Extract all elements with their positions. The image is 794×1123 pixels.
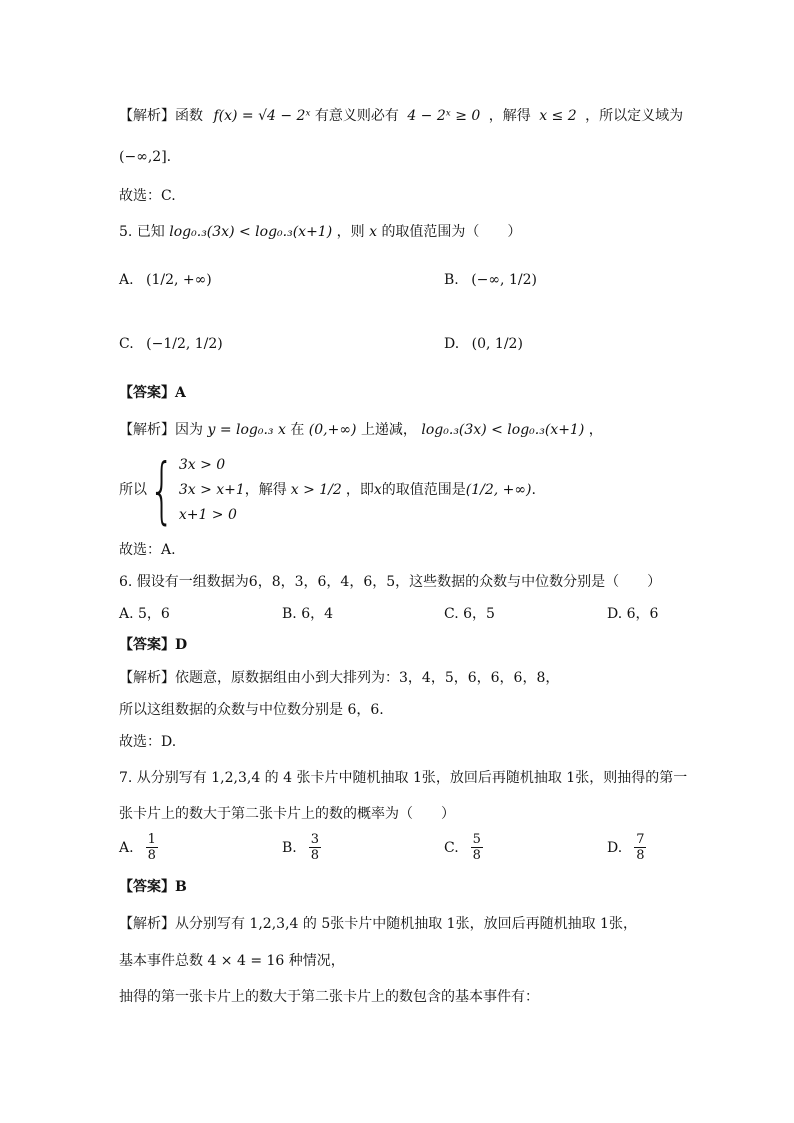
q7-analysis-line2: 基本事件总数 4 × 4 = 16 种情况， — [119, 953, 345, 969]
q5-option-c — [119, 334, 223, 354]
text-segment: ，则 — [336, 224, 365, 240]
numerator: 5 — [472, 832, 481, 847]
interval-expression: (0,+∞) — [308, 422, 357, 438]
fraction — [471, 832, 483, 863]
q6-option-c: C. 6，5 — [444, 606, 495, 622]
text-segment: . — [531, 482, 536, 498]
text-segment: ，所以定义域为 — [585, 108, 684, 124]
q5-option-d — [444, 334, 523, 354]
q5-analysis-line1 — [119, 420, 603, 440]
q6-analysis-line2: 所以这组数据的众数与中位数分别是 6，6. — [119, 702, 384, 718]
q5-stem — [119, 222, 521, 242]
text-segment: ， — [588, 422, 603, 438]
q7-analysis-line3: 抽得的第一张卡片上的数大于第二张卡片上的数包含的基本事件有： — [119, 989, 539, 1005]
text-segment: 的取值范围为（ ） — [381, 224, 522, 240]
q5-option-a — [119, 270, 212, 290]
q5-choice: 故选：A. — [119, 542, 176, 558]
option-label: C. — [444, 839, 459, 856]
q7-stem-line2: 张卡片上的数大于第二张卡片上的数的概率为（ ） — [119, 806, 455, 822]
q4-domain-result: (−∞,2]. — [119, 149, 172, 165]
function-expression: y = log₀.₃ x — [207, 422, 286, 438]
left-brace-icon: { — [149, 448, 175, 532]
option-label: B. — [444, 272, 459, 288]
system-row: x+1 > 0 — [178, 506, 237, 523]
system-row: 3x > x+1 — [178, 481, 245, 498]
fraction — [146, 832, 158, 863]
option-text: (−∞, 1/2) — [471, 272, 537, 288]
fraction — [309, 832, 321, 863]
option-text: (0, 1/2) — [471, 336, 523, 352]
text-segment: 在 — [290, 422, 305, 438]
numerator: 3 — [310, 832, 320, 847]
denominator: 8 — [636, 848, 645, 863]
q7-option-d — [607, 832, 647, 863]
q7-option-a — [119, 832, 159, 863]
analysis-label: 【解析】函数 — [119, 108, 203, 124]
q6-answer: 【答案】D — [119, 637, 188, 653]
denominator: 8 — [310, 848, 320, 863]
range-expression: (1/2, +∞) — [465, 482, 532, 498]
option-text: (1/2, +∞) — [146, 272, 212, 288]
q7-option-b — [282, 832, 322, 863]
condition-expression: 4 − 2ˣ ≥ 0 — [407, 108, 481, 124]
option-text: (−1/2, 1/2) — [146, 336, 223, 352]
question-number: 5. — [119, 224, 133, 240]
q6-option-a: A. 5，6 — [119, 606, 170, 622]
q7-analysis-line1: 【解析】从分别写有 1,2,3,4 的 5张卡片中随机抽取 1张，放回后再随机抽取 1张， — [119, 916, 637, 932]
inequality-system — [179, 453, 245, 528]
variable: x — [373, 482, 382, 498]
function-expression: f(x) = √4 − 2ˣ — [213, 108, 311, 124]
q5-option-b — [444, 270, 537, 290]
q6-option-d: D. 6，6 — [607, 606, 659, 622]
q7-answer: 【答案】B — [119, 879, 187, 895]
system-row: 3x > 0 — [178, 456, 226, 473]
text-segment: 有意义则必有 — [314, 108, 399, 124]
q6-choice: 故选：D. — [119, 734, 177, 750]
q5-answer: 【答案】A — [119, 385, 186, 401]
analysis-label: 【解析】因为 — [119, 422, 203, 438]
q6-analysis-line1: 【解析】依题意，原数据组由小到大排列为：3，4，5，6，6，6，8， — [119, 670, 560, 686]
q6-option-b: B. 6，4 — [282, 606, 334, 622]
text-segment: 所以 — [119, 482, 147, 498]
inequality-expression: log₀.₃(3x) < log₀.₃(x+1) — [169, 224, 333, 240]
q7-stem-line1: 7. 从分别写有 1,2,3,4 的 4 张卡片中随机抽取 1张，放回后再随机抽取 1张，则抽得的第一 — [119, 770, 688, 786]
q7-option-c — [444, 832, 484, 863]
text-segment: 已知 — [136, 224, 165, 240]
fraction — [634, 832, 646, 863]
inequality-expression: log₀.₃(3x) < log₀.₃(x+1) — [421, 422, 585, 438]
option-label: B. — [282, 839, 297, 856]
q5-system-line — [119, 448, 536, 532]
text-segment: 上递减， — [360, 422, 417, 438]
option-label: D. — [444, 336, 460, 352]
option-label: D. — [607, 839, 623, 856]
solution-expression: x > 1/2 — [290, 482, 342, 498]
solution-expression: x ≤ 2 — [539, 108, 577, 124]
denominator: 8 — [147, 848, 156, 863]
text-segment: ，解得 — [244, 482, 287, 498]
numerator: 7 — [636, 832, 645, 847]
option-label: C. — [119, 336, 134, 352]
variable: x — [369, 224, 377, 240]
denominator: 8 — [472, 848, 481, 863]
text-segment: ，即 — [345, 482, 374, 498]
text-segment: ，解得 — [488, 108, 531, 124]
text-segment: 的取值范围是 — [381, 482, 466, 498]
q6-stem: 6. 假设有一组数据为6，8，3，6，4，6，5，这些数据的众数与中位数分别是（ ） — [119, 574, 662, 590]
q4-choice: 故选：C. — [119, 188, 176, 204]
numerator: 1 — [147, 832, 156, 847]
option-label: A. — [119, 839, 134, 856]
q4-analysis-line1 — [119, 106, 683, 126]
option-label: A. — [119, 272, 134, 288]
